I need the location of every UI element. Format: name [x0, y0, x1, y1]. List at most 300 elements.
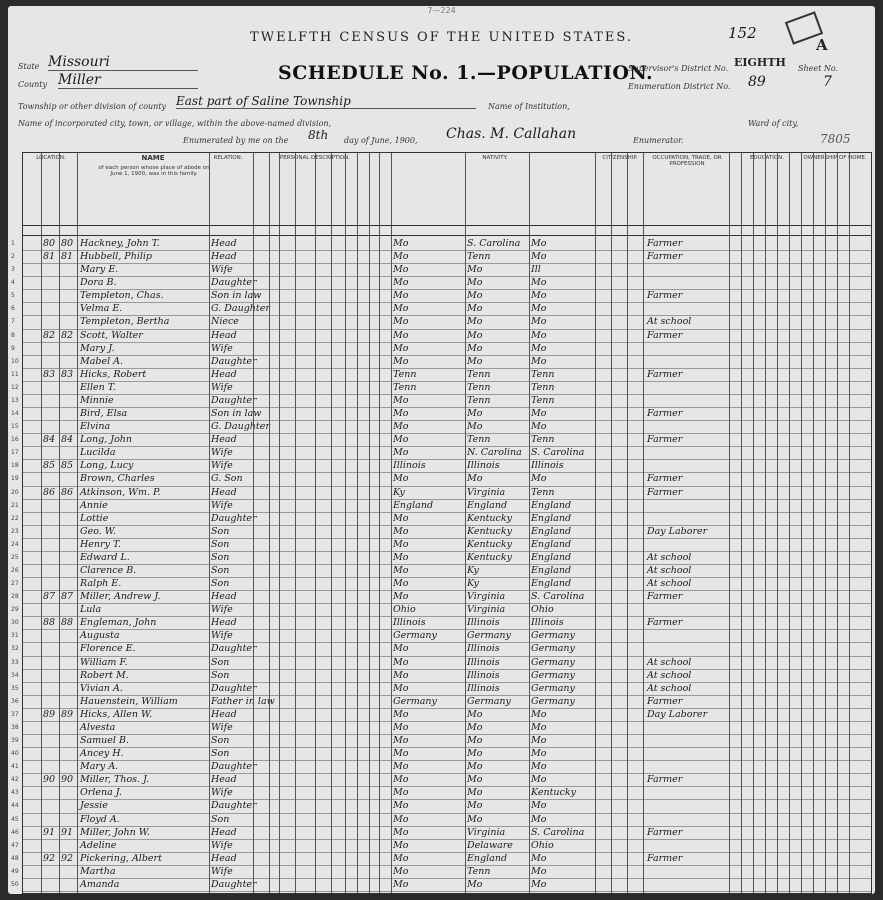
grid-column-line — [465, 153, 466, 893]
birthplace: Mo — [393, 434, 409, 446]
dwelling-number — [43, 421, 59, 433]
occupation: Farmer — [647, 695, 683, 707]
occupation — [647, 604, 729, 616]
relation: Wife — [211, 447, 233, 459]
grid-column-line — [849, 153, 850, 893]
occupation: Farmer — [647, 774, 683, 786]
family-number — [61, 800, 77, 812]
occupation — [647, 447, 729, 459]
row-number: 40 — [11, 750, 19, 758]
grid-column-line — [611, 153, 612, 893]
sheet-label: Sheet No. — [798, 64, 839, 73]
dwelling-number — [43, 500, 59, 512]
person-name: Clarence B. — [80, 565, 137, 576]
person-name: Orlena J. — [80, 787, 122, 799]
row-number: 2 — [11, 253, 15, 261]
dwelling-number — [43, 800, 59, 812]
dwelling-number — [43, 277, 59, 289]
family-number: 84 — [61, 434, 74, 446]
family-number — [61, 814, 77, 826]
row-number: 23 — [11, 527, 19, 535]
occupation: Day Laborer — [647, 708, 708, 720]
occupation: At school — [647, 551, 692, 563]
grid-column-line — [41, 153, 42, 893]
dwelling-number — [43, 473, 59, 485]
person-name: Alvesta — [80, 721, 116, 733]
row-number: 6 — [11, 305, 15, 313]
grid-column-line — [315, 153, 316, 893]
person-name: Templeton, Bertha — [80, 316, 170, 328]
mother-birthplace: Germany — [531, 669, 575, 681]
mother-birthplace: Mo — [531, 355, 547, 367]
relation: Son — [211, 735, 230, 747]
relation: Son — [211, 565, 230, 576]
relation: Son — [211, 669, 230, 681]
birthplace: Mo — [393, 447, 409, 459]
row-number: 26 — [11, 567, 19, 574]
person-name: Mary E. — [80, 264, 119, 276]
grid-column-line — [59, 153, 60, 893]
relation: Daughter — [211, 682, 257, 694]
grid-column-line — [777, 153, 778, 893]
birthplace: Mo — [393, 800, 409, 812]
header-divider — [23, 225, 871, 226]
row-number: 10 — [11, 357, 19, 365]
dwelling-number: 80 — [43, 238, 56, 249]
mother-birthplace: Mo — [531, 774, 547, 786]
person-name: Miller, Andrew J. — [80, 591, 161, 603]
grid-column-line — [369, 153, 370, 893]
father-birthplace: Mo — [467, 303, 483, 315]
family-number — [61, 526, 77, 538]
relation: Head — [211, 329, 237, 341]
family-number — [61, 643, 77, 655]
father-birthplace: Kentucky — [467, 538, 512, 550]
father-birthplace: S. Carolina — [467, 238, 521, 249]
relation: Son — [211, 551, 230, 563]
col-name: NAME — [141, 154, 165, 162]
birthplace: Mo — [393, 551, 409, 563]
family-number — [61, 630, 77, 642]
row-number: 24 — [11, 540, 19, 548]
mother-birthplace: Mo — [531, 342, 547, 354]
dwelling-number — [43, 748, 59, 760]
census-sheet — [8, 6, 875, 894]
person-name: Henry T. — [80, 538, 121, 550]
mother-birthplace: Tenn — [531, 434, 555, 446]
row-number: 8 — [11, 331, 15, 339]
birthplace: Mo — [393, 721, 409, 733]
mother-birthplace: Mo — [531, 251, 547, 263]
row-number: 38 — [11, 723, 19, 731]
row-number: 14 — [11, 410, 19, 418]
occupation — [647, 787, 729, 799]
birthplace: Illinois — [393, 617, 426, 629]
row-number: 33 — [11, 658, 19, 666]
state-label: State — [18, 62, 40, 71]
occupation: At school — [647, 316, 692, 328]
dwelling-number: 86 — [43, 486, 56, 498]
father-birthplace: Mo — [467, 329, 483, 341]
family-number — [61, 748, 77, 760]
mother-birthplace: Mo — [531, 865, 547, 877]
row-number: 46 — [11, 828, 19, 836]
person-name: William F. — [80, 656, 128, 668]
occupation: Farmer — [647, 591, 683, 603]
dwelling-number: 81 — [43, 251, 56, 263]
dwelling-number — [43, 657, 59, 669]
birthplace: Mo — [393, 643, 409, 655]
occupation: Farmer — [647, 290, 683, 302]
person-name: Lottie — [80, 512, 109, 524]
occupation: At school — [647, 669, 692, 681]
mother-birthplace: Tenn — [531, 368, 555, 380]
occupation — [647, 460, 729, 472]
dwelling-number — [43, 630, 59, 642]
mother-birthplace: Mo — [531, 329, 547, 341]
family-number — [61, 539, 77, 551]
population-table — [11, 152, 872, 894]
family-number — [61, 552, 77, 564]
row-number: 29 — [11, 606, 19, 614]
occupation: Day Laborer — [647, 525, 708, 537]
mother-birthplace: Germany — [531, 643, 575, 655]
father-birthplace: Illinois — [467, 656, 500, 668]
birthplace: Mo — [393, 708, 409, 720]
father-birthplace: Delaware — [467, 839, 513, 851]
grid-column-line — [741, 153, 742, 893]
occupation — [647, 421, 729, 433]
county-value: Miller — [58, 72, 198, 89]
dwelling-number — [43, 814, 59, 826]
col-ownership: OWNERSHIP OF HOME. — [803, 155, 867, 161]
occupation — [647, 814, 729, 826]
grid-column-line — [765, 153, 766, 893]
birthplace: Mo — [393, 565, 409, 576]
birthplace: Mo — [393, 277, 409, 289]
family-number — [61, 513, 77, 525]
birthplace: Mo — [393, 826, 409, 838]
header-divider — [23, 235, 871, 236]
father-birthplace: Mo — [467, 787, 483, 799]
col-nativity: NATIVITY. — [482, 155, 508, 161]
dwelling-number — [43, 264, 59, 276]
occupation: At school — [647, 682, 692, 694]
relation: Wife — [211, 499, 233, 511]
father-birthplace: Illinois — [467, 669, 500, 681]
relation: Daughter — [211, 512, 257, 524]
grid-column-line — [77, 153, 78, 893]
father-birthplace: Mo — [467, 735, 483, 747]
occupation: Farmer — [647, 408, 683, 420]
dwelling-number: 92 — [43, 852, 56, 864]
relation: Daughter — [211, 878, 257, 890]
father-birthplace: Mo — [467, 473, 483, 485]
grid-column-line — [253, 153, 254, 893]
dwelling-number: 84 — [43, 434, 56, 446]
township-label: Township or other division of county — [18, 102, 167, 111]
occupation: Farmer — [647, 473, 683, 485]
birthplace: Mo — [393, 355, 409, 367]
occupation — [647, 343, 729, 355]
occupation: Farmer — [647, 434, 683, 446]
father-birthplace: Mo — [467, 721, 483, 733]
person-name: Adeline — [80, 839, 117, 851]
father-birthplace: Mo — [467, 316, 483, 328]
dwelling-number — [43, 866, 59, 878]
occupation — [647, 356, 729, 368]
grid-column-line — [357, 153, 358, 893]
person-name: Long, Lucy — [80, 460, 134, 472]
row-number: 35 — [11, 684, 19, 692]
person-name: Bird, Elsa — [80, 408, 128, 420]
birthplace: Tenn — [393, 368, 417, 380]
row-number: 21 — [11, 501, 19, 509]
mother-birthplace: Mo — [531, 408, 547, 420]
birthplace: Mo — [393, 761, 409, 773]
grid-column-line — [331, 153, 332, 893]
family-number: 80 — [61, 238, 74, 249]
father-birthplace: Mo — [467, 264, 483, 276]
page-number: 152 — [728, 24, 757, 42]
person-name: Robert M. — [80, 669, 129, 681]
enumerator-name: Chas. M. Callahan — [446, 126, 577, 142]
mother-birthplace: Mo — [531, 735, 547, 747]
birthplace: Mo — [393, 421, 409, 433]
dwelling-number — [43, 683, 59, 695]
grid-column-line — [825, 153, 826, 893]
father-birthplace: Illinois — [467, 643, 500, 655]
relation: Son — [211, 525, 230, 537]
row-number: 28 — [11, 593, 19, 601]
relation: G. Son — [211, 473, 243, 485]
family-number — [61, 264, 77, 276]
col-citizenship: CITIZENSHIP. — [602, 155, 638, 161]
family-number — [61, 578, 77, 590]
birthplace: Mo — [393, 303, 409, 315]
grid-column-line — [813, 153, 814, 893]
occupation: At school — [647, 578, 692, 590]
family-number — [61, 657, 77, 669]
person-name: Miller, John W. — [80, 826, 150, 838]
person-name: Velma E. — [80, 303, 123, 315]
grid-column-line — [837, 153, 838, 893]
father-birthplace: Virginia — [467, 591, 506, 603]
family-number — [61, 604, 77, 616]
relation: Daughter — [211, 800, 257, 812]
enumeration-label: Enumeration District No. — [628, 82, 731, 91]
mother-birthplace: England — [531, 551, 572, 563]
relation: Son — [211, 748, 230, 760]
occupation: At school — [647, 565, 692, 576]
family-number: 81 — [61, 251, 74, 263]
family-number — [61, 722, 77, 734]
family-number — [61, 670, 77, 682]
person-name: Edward L. — [80, 551, 130, 563]
relation: Head — [211, 238, 237, 249]
birthplace: Mo — [393, 735, 409, 747]
mother-birthplace: Ill — [531, 264, 541, 276]
birthplace: Mo — [393, 251, 409, 263]
father-birthplace: Mo — [467, 708, 483, 720]
mother-birthplace: Mo — [531, 852, 547, 864]
grid-column-line — [269, 153, 270, 893]
mother-birthplace: England — [531, 538, 572, 550]
birthplace: Mo — [393, 525, 409, 537]
mother-birthplace: Illinois — [531, 460, 564, 472]
person-name: Long, John — [80, 434, 133, 446]
person-name: Ralph E. — [80, 578, 122, 590]
person-name: Annie — [80, 499, 108, 511]
dwelling-number — [43, 879, 59, 891]
person-name: Dora B. — [80, 277, 117, 289]
person-name: Miller, Thos. J. — [80, 774, 150, 786]
birthplace: Mo — [393, 787, 409, 799]
relation: Wife — [211, 460, 233, 472]
occupation: Farmer — [647, 852, 683, 864]
grid-column-line — [209, 153, 210, 893]
occupation — [647, 735, 729, 747]
family-number: 91 — [61, 826, 74, 838]
row-number: 13 — [11, 396, 19, 404]
father-birthplace: Germany — [467, 630, 511, 642]
family-number: 90 — [61, 774, 74, 786]
mother-birthplace: England — [531, 512, 572, 524]
father-birthplace: Ky — [467, 565, 479, 576]
dwelling-number — [43, 513, 59, 525]
person-name: Hauenstein, William — [80, 695, 178, 707]
schedule-title: SCHEDULE No. 1.—POPULATION. — [278, 62, 654, 84]
mother-birthplace: Germany — [531, 682, 575, 694]
birthplace: Mo — [393, 408, 409, 420]
enumerated-label: Enumerated by me on the — [183, 136, 289, 145]
dwelling-number — [43, 696, 59, 708]
mother-birthplace: Mo — [531, 721, 547, 733]
county-label: County — [18, 80, 47, 89]
mother-birthplace: Illinois — [531, 617, 564, 629]
mother-birthplace: Germany — [531, 656, 575, 668]
person-name: Pickering, Albert — [80, 852, 162, 864]
row-number: 31 — [11, 632, 19, 640]
father-birthplace: Tenn — [467, 865, 491, 877]
birthplace: Mo — [393, 813, 409, 825]
row-number: 15 — [11, 423, 19, 431]
relation: Daughter — [211, 643, 257, 655]
birthplace: Mo — [393, 852, 409, 864]
dwelling-number: 89 — [43, 708, 56, 720]
person-name: Hicks, Robert — [80, 368, 147, 380]
grid-column-line — [627, 153, 628, 893]
relation: Wife — [211, 342, 233, 354]
father-birthplace: Germany — [467, 695, 511, 707]
person-name: Geo. W. — [80, 525, 116, 537]
row-number: 44 — [11, 802, 19, 810]
supervisor-value: EIGHTH — [734, 56, 786, 69]
father-birthplace: Mo — [467, 813, 483, 825]
grid-column-line — [729, 153, 730, 893]
family-number — [61, 316, 77, 328]
father-birthplace: Mo — [467, 355, 483, 367]
relation: Wife — [211, 630, 233, 642]
grid-column-line — [643, 153, 644, 893]
birthplace: Mo — [393, 656, 409, 668]
family-number — [61, 761, 77, 773]
person-name: Ellen T. — [80, 381, 116, 393]
mother-birthplace: England — [531, 525, 572, 537]
grid-column-line — [279, 153, 280, 893]
col-location: LOCATION. — [36, 155, 66, 161]
row-number: 43 — [11, 789, 19, 797]
mother-birthplace: Tenn — [531, 486, 555, 498]
mother-birthplace: Mo — [531, 238, 547, 249]
dwelling-number — [43, 578, 59, 590]
relation: Son — [211, 538, 230, 550]
row-number: 39 — [11, 737, 19, 745]
occupation — [647, 879, 729, 891]
birthplace: Mo — [393, 578, 409, 590]
dwelling-number — [43, 539, 59, 551]
person-name: Mary A. — [80, 761, 119, 773]
relation: Wife — [211, 604, 233, 616]
grid-column-line — [379, 153, 380, 893]
birthplace: Germany — [393, 695, 437, 707]
mother-birthplace: Mo — [531, 316, 547, 328]
mother-birthplace: Mo — [531, 473, 547, 485]
relation: Father in law — [211, 695, 275, 707]
father-birthplace: England — [467, 499, 508, 511]
father-birthplace: Mo — [467, 878, 483, 890]
occupation: Farmer — [647, 486, 683, 498]
father-birthplace: Kentucky — [467, 512, 512, 524]
grid-column-line — [753, 153, 754, 893]
birthplace: Mo — [393, 839, 409, 851]
family-number — [61, 421, 77, 433]
birthplace: Illinois — [393, 460, 426, 472]
row-number: 17 — [11, 449, 19, 457]
relation: Head — [211, 774, 237, 786]
family-number — [61, 356, 77, 368]
col-occupation: OCCUPATION, TRADE, OR PROFESSION — [652, 155, 722, 168]
occupation: Farmer — [647, 238, 683, 249]
family-number — [61, 290, 77, 302]
dwelling-number: 88 — [43, 617, 56, 629]
row-line — [23, 891, 871, 892]
row-number: 5 — [11, 292, 15, 300]
family-number: 88 — [61, 617, 74, 629]
enumerator-label: Enumerator. — [633, 136, 684, 145]
mother-birthplace: England — [531, 565, 572, 576]
dwelling-number: 87 — [43, 591, 56, 603]
person-name: Minnie — [80, 394, 114, 406]
person-name: Scott, Walter — [80, 329, 143, 341]
occupation — [647, 630, 729, 642]
relation: G. Daughter — [211, 303, 270, 315]
occupation — [647, 500, 729, 512]
dwelling-number: 83 — [43, 368, 56, 380]
mother-birthplace: Ohio — [531, 839, 554, 851]
dwelling-number — [43, 382, 59, 394]
enumerated-day: 8th — [308, 128, 329, 142]
mother-birthplace: Tenn — [531, 394, 555, 406]
family-number — [61, 447, 77, 459]
row-number: 19 — [11, 475, 19, 483]
grid-column-line — [295, 153, 296, 893]
dwelling-number — [43, 840, 59, 852]
row-number: 36 — [11, 697, 19, 705]
dwelling-number — [43, 447, 59, 459]
row-number: 7 — [11, 318, 15, 326]
occupation — [647, 264, 729, 276]
